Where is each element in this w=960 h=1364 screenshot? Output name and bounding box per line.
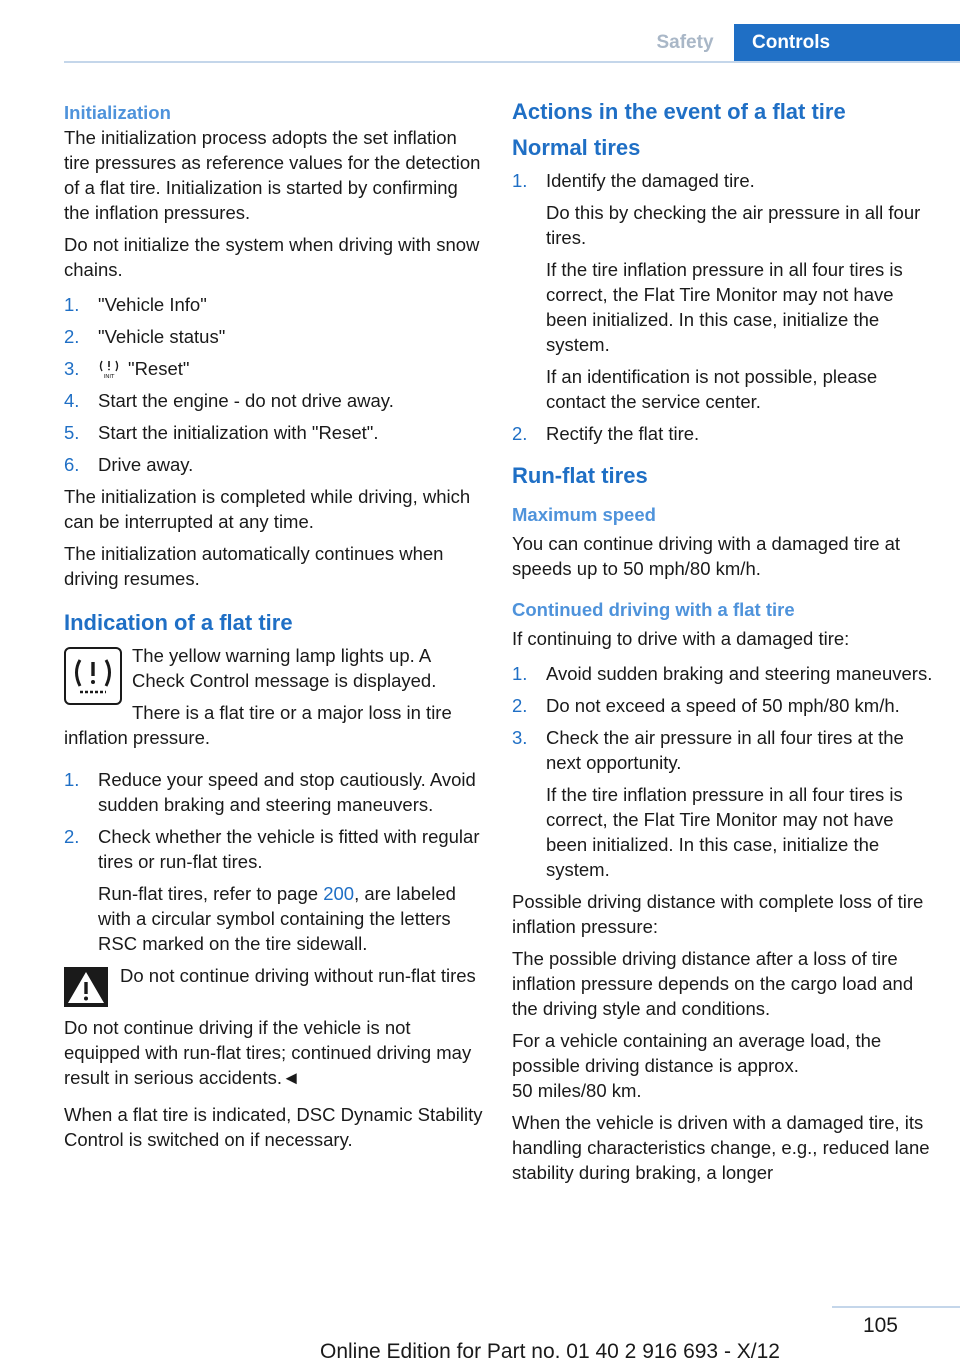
distance-paragraph-3: For a vehicle containing an average load, the possible driving distance is approx. 50 miles/80 km.: [512, 1030, 882, 1101]
list-item: [64, 420, 484, 445]
flat-tire-indication-heading: Indication of a flat tire: [64, 610, 293, 635]
step-number: 2.: [512, 423, 528, 444]
step-subtext: Do this by checking the air pressure in all four tires.: [546, 202, 921, 248]
warning-body: Do not continue driving if the vehicle is not equipped with run-flat tires; continued driving may result in serious accidents.◄: [64, 1017, 472, 1088]
step-number: 5.: [64, 422, 80, 443]
list-item: [512, 725, 936, 882]
right-column: [512, 100, 936, 1192]
list-item: [512, 168, 936, 414]
step-text: Avoid sudden braking and steering maneuvers.: [546, 663, 933, 684]
edition-footer: Online Edition for Part no. 01 40 2 916 693 - X/12: [320, 1340, 780, 1363]
header-tabs: [636, 24, 960, 62]
step-subtext: If an identification is not possible, please contact the service center.: [546, 366, 878, 412]
tab-controls[interactable]: Controls: [734, 24, 960, 62]
step-text: Reduce your speed and stop cautiously. Avoid sudden braking and steering maneuvers.: [98, 769, 476, 815]
run-flat-tires-heading: Run-flat tires: [512, 463, 648, 488]
init-paragraph-3: The initialization is completed while driving, which can be interrupted at any time.: [64, 486, 471, 532]
actions-heading: Actions in the event of a flat tire: [512, 99, 846, 124]
max-speed-paragraph: You can continue driving with a damaged tire at speeds up to 50 mph/80 km/h.: [512, 533, 901, 579]
list-item: [512, 421, 936, 446]
dsc-paragraph: When a flat tire is indicated, DSC Dynamic Stability Control is switched on if necessary.: [64, 1104, 483, 1150]
step-text: "Reset": [128, 358, 190, 379]
continued-driving-heading: Continued driving with a flat tire: [512, 599, 795, 620]
step-number: 1.: [512, 663, 528, 684]
init-paragraph-4: The initialization automatically continues when driving resumes.: [64, 543, 444, 589]
initialization-heading: Initialization: [64, 102, 171, 123]
step-text: Check whether the vehicle is fitted with regular tires or run-flat tires.: [98, 826, 480, 872]
list-item: [512, 661, 936, 686]
step-number: 3.: [512, 727, 528, 748]
step-text: "Vehicle status": [98, 326, 226, 347]
step-number: 3.: [64, 358, 80, 379]
step-number: 1.: [64, 294, 80, 315]
flat-paragraph-2: There is a flat tire or a major loss in tire inflation pressure.: [64, 702, 452, 748]
continued-steps-list: [512, 661, 936, 882]
step-subtext: If the tire inflation pressure in all four tires is correct, the Flat Tire Monitor may not have been initialized. In this case, initialize the system.: [546, 784, 903, 880]
init-paragraph-2: Do not initialize the system when driving with snow chains.: [64, 234, 480, 280]
step-text: "Vehicle Info": [98, 294, 207, 315]
init-steps-list: [64, 292, 484, 477]
step-text: Rectify the flat tire.: [546, 423, 700, 444]
step-text: Do not exceed a speed of 50 mph/80 km/h.: [546, 695, 900, 716]
normal-tires-heading: Normal tires: [512, 135, 641, 160]
step-text: Drive away.: [98, 454, 194, 475]
list-item: [64, 824, 484, 956]
header-divider: [64, 61, 960, 63]
flat-paragraph-1: The yellow warning lamp lights up. A Check Control message is displayed.: [132, 645, 437, 691]
step-number: 4.: [64, 390, 80, 411]
footer-divider: [832, 1306, 960, 1308]
tire-init-icon: [98, 359, 120, 379]
list-item: [64, 767, 484, 817]
list-item: [64, 452, 484, 477]
step-text: Start the engine - do not drive away.: [98, 390, 394, 411]
list-item: [64, 292, 484, 317]
flat-steps-list: [64, 767, 484, 956]
step-text: Start the initialization with "Reset".: [98, 422, 379, 443]
warning-triangle-icon: [64, 967, 108, 1013]
list-item: [64, 324, 484, 349]
left-column: [64, 100, 484, 1159]
svg-text:INIT: INIT: [103, 374, 115, 379]
step-number: 2.: [64, 326, 80, 347]
continued-paragraph: If continuing to drive with a damaged tire:: [512, 628, 850, 649]
step-number: 2.: [64, 826, 80, 847]
init-paragraph-1: The initialization process adopts the set inflation tire pressures as reference values for the detection of a flat tire. Initialization is started by confirming the inflation pressures.: [64, 127, 481, 223]
warning-title: Do not continue driving without run-flat tires: [120, 965, 476, 986]
page-number: 105: [862, 1314, 898, 1337]
step-text: Identify the damaged tire.: [546, 170, 755, 191]
distance-paragraph-2: The possible driving distance after a loss of tire inflation pressure depends on the cargo load and the driving style and conditions.: [512, 948, 914, 1019]
distance-paragraph-1: Possible driving distance with complete loss of tire inflation pressure:: [512, 891, 924, 937]
step-text: Check the air pressure in all four tires at the next opportunity.: [546, 727, 904, 773]
maximum-speed-heading: Maximum speed: [512, 504, 656, 525]
step-number: 6.: [64, 454, 80, 475]
list-item: [512, 693, 936, 718]
step-number: 1.: [512, 170, 528, 191]
step-subtext: If the tire inflation pressure in all four tires is correct, the Flat Tire Monitor may not have been initialized. In this case, initialize the system.: [546, 259, 903, 355]
step-number: 2.: [512, 695, 528, 716]
tab-safety[interactable]: Safety: [656, 32, 714, 53]
page-reference-link[interactable]: 200: [323, 883, 355, 904]
tire-warning-lamp-icon: [64, 647, 122, 705]
handling-paragraph: When the vehicle is driven with a damaged tire, its handling characteristics change, e.g., reduced lane stability during braking, a longer: [512, 1112, 930, 1183]
list-item: [64, 388, 484, 413]
step-number: 1.: [64, 769, 80, 790]
list-item: [64, 356, 484, 381]
step-subtext: Run-flat tires, refer to page 200, are labeled with a circular symbol containing the letters RSC marked on the tire sidewall.: [98, 883, 456, 954]
normal-steps-list: [512, 168, 936, 446]
